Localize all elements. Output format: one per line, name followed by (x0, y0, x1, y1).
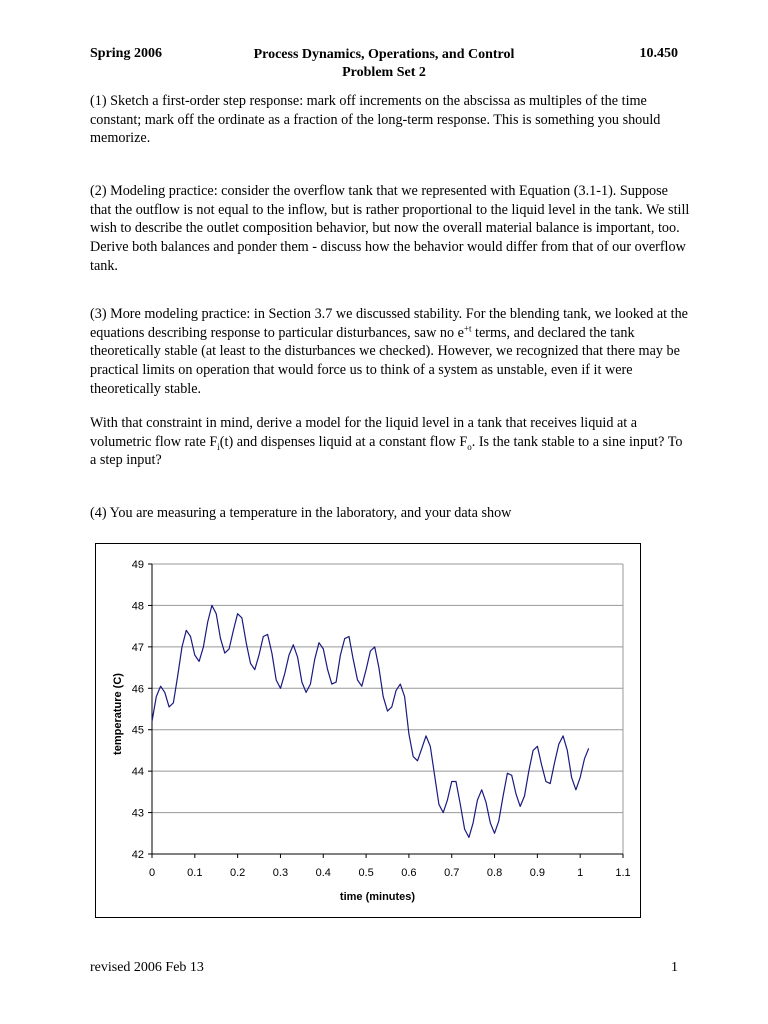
x-tick-label: 0.7 (444, 867, 460, 879)
problem-1-text: (1) Sketch a first-order step response: mark off increments on the abscissa as multiples of the time constant; mark off the ordinate as a fraction of the long-term response. This is something you should memorize. (90, 93, 661, 147)
problem-3-text-part-a: (3) More modeling practice: in Section 3.7 we discussed stability. For the blending tank, we looked at the equations describing response to particular disturbances, saw no e (90, 306, 688, 341)
problem-2-text: (2) Modeling practice: consider the overflow tank that we represented with Equation (3.1-1). Suppose that the outflow is not equal to the inflow, but is rather proportional to the liquid level in the tank. We still wish to describe the outlet composition behavior, but now the overall material balance is important, too. Derive both balances and ponder them - discuss how the behavior would differ from that of our overflow tank. (90, 183, 690, 274)
revision-date: revised 2006 Feb 13 (90, 960, 204, 975)
y-tick-label: 45 (131, 724, 144, 737)
page-header (90, 46, 678, 86)
x-tick-label: 0.2 (229, 867, 246, 879)
document-title (90, 46, 678, 82)
x-tick-label: 0.1 (187, 867, 203, 879)
y-tick-label: 49 (131, 559, 144, 571)
course-number: 10.450 (639, 46, 678, 61)
problem-3-text-part-b: terms, and declared the tank theoretically stable (at least to the disturbances we checked). However, we recognized that there may be practical limits on operation that would force us to think of a system as unstable, even if it were theoretically stable. (90, 324, 680, 397)
x-tick-label: 0 (148, 867, 156, 879)
x-tick-label: 0.6 (401, 867, 417, 879)
course-title: Process Dynamics, Operations, and Control (253, 47, 515, 62)
y-tick-label: 46 (131, 683, 144, 696)
exponent-superscript: +t (463, 322, 472, 333)
temperature-chart (95, 543, 641, 918)
series-line-temperature (152, 605, 589, 837)
problem-3b-text-part-c: . Is the tank stable to a sine input? To a step input? (90, 433, 683, 469)
problem-4-text: (4) You are measuring a temperature in the laboratory, and your data show (90, 505, 512, 521)
problem-set-title: Problem Set 2 (342, 65, 426, 80)
problem-3-text (90, 305, 690, 399)
page-number: 1 (671, 960, 678, 975)
x-tick-label: 0.8 (486, 867, 503, 879)
x-tick-label: 1 (577, 867, 584, 879)
subscript-o: o (467, 441, 472, 452)
problem-3b-text-part-b: (t) and dispenses liquid at a constant flow F (219, 433, 468, 450)
problem-3b-text-part-a: With that constraint in mind, derive a model for the liquid level in a tank that receives liquid at a volumetric flow rate F (90, 415, 638, 450)
y-axis-title: temperature (C) (112, 673, 124, 755)
semester-label: Spring 2006 (90, 46, 162, 61)
x-axis-title: time (minutes) (339, 891, 416, 903)
y-tick-label: 43 (131, 807, 144, 820)
chart-canvas (96, 544, 640, 917)
y-tick-label: 47 (131, 641, 144, 654)
problem-3b-text (90, 414, 690, 470)
x-tick-label: 0.5 (358, 867, 374, 879)
x-tick-label: 0.4 (315, 867, 331, 879)
x-tick-label: 0.3 (272, 867, 289, 879)
x-tick-label: 0.9 (529, 867, 546, 879)
y-tick-label: 44 (131, 766, 144, 779)
y-tick-label: 48 (131, 600, 144, 613)
x-tick-label: 1.1 (615, 867, 631, 879)
subscript-i: i (217, 441, 220, 452)
y-tick-label: 42 (131, 849, 144, 861)
